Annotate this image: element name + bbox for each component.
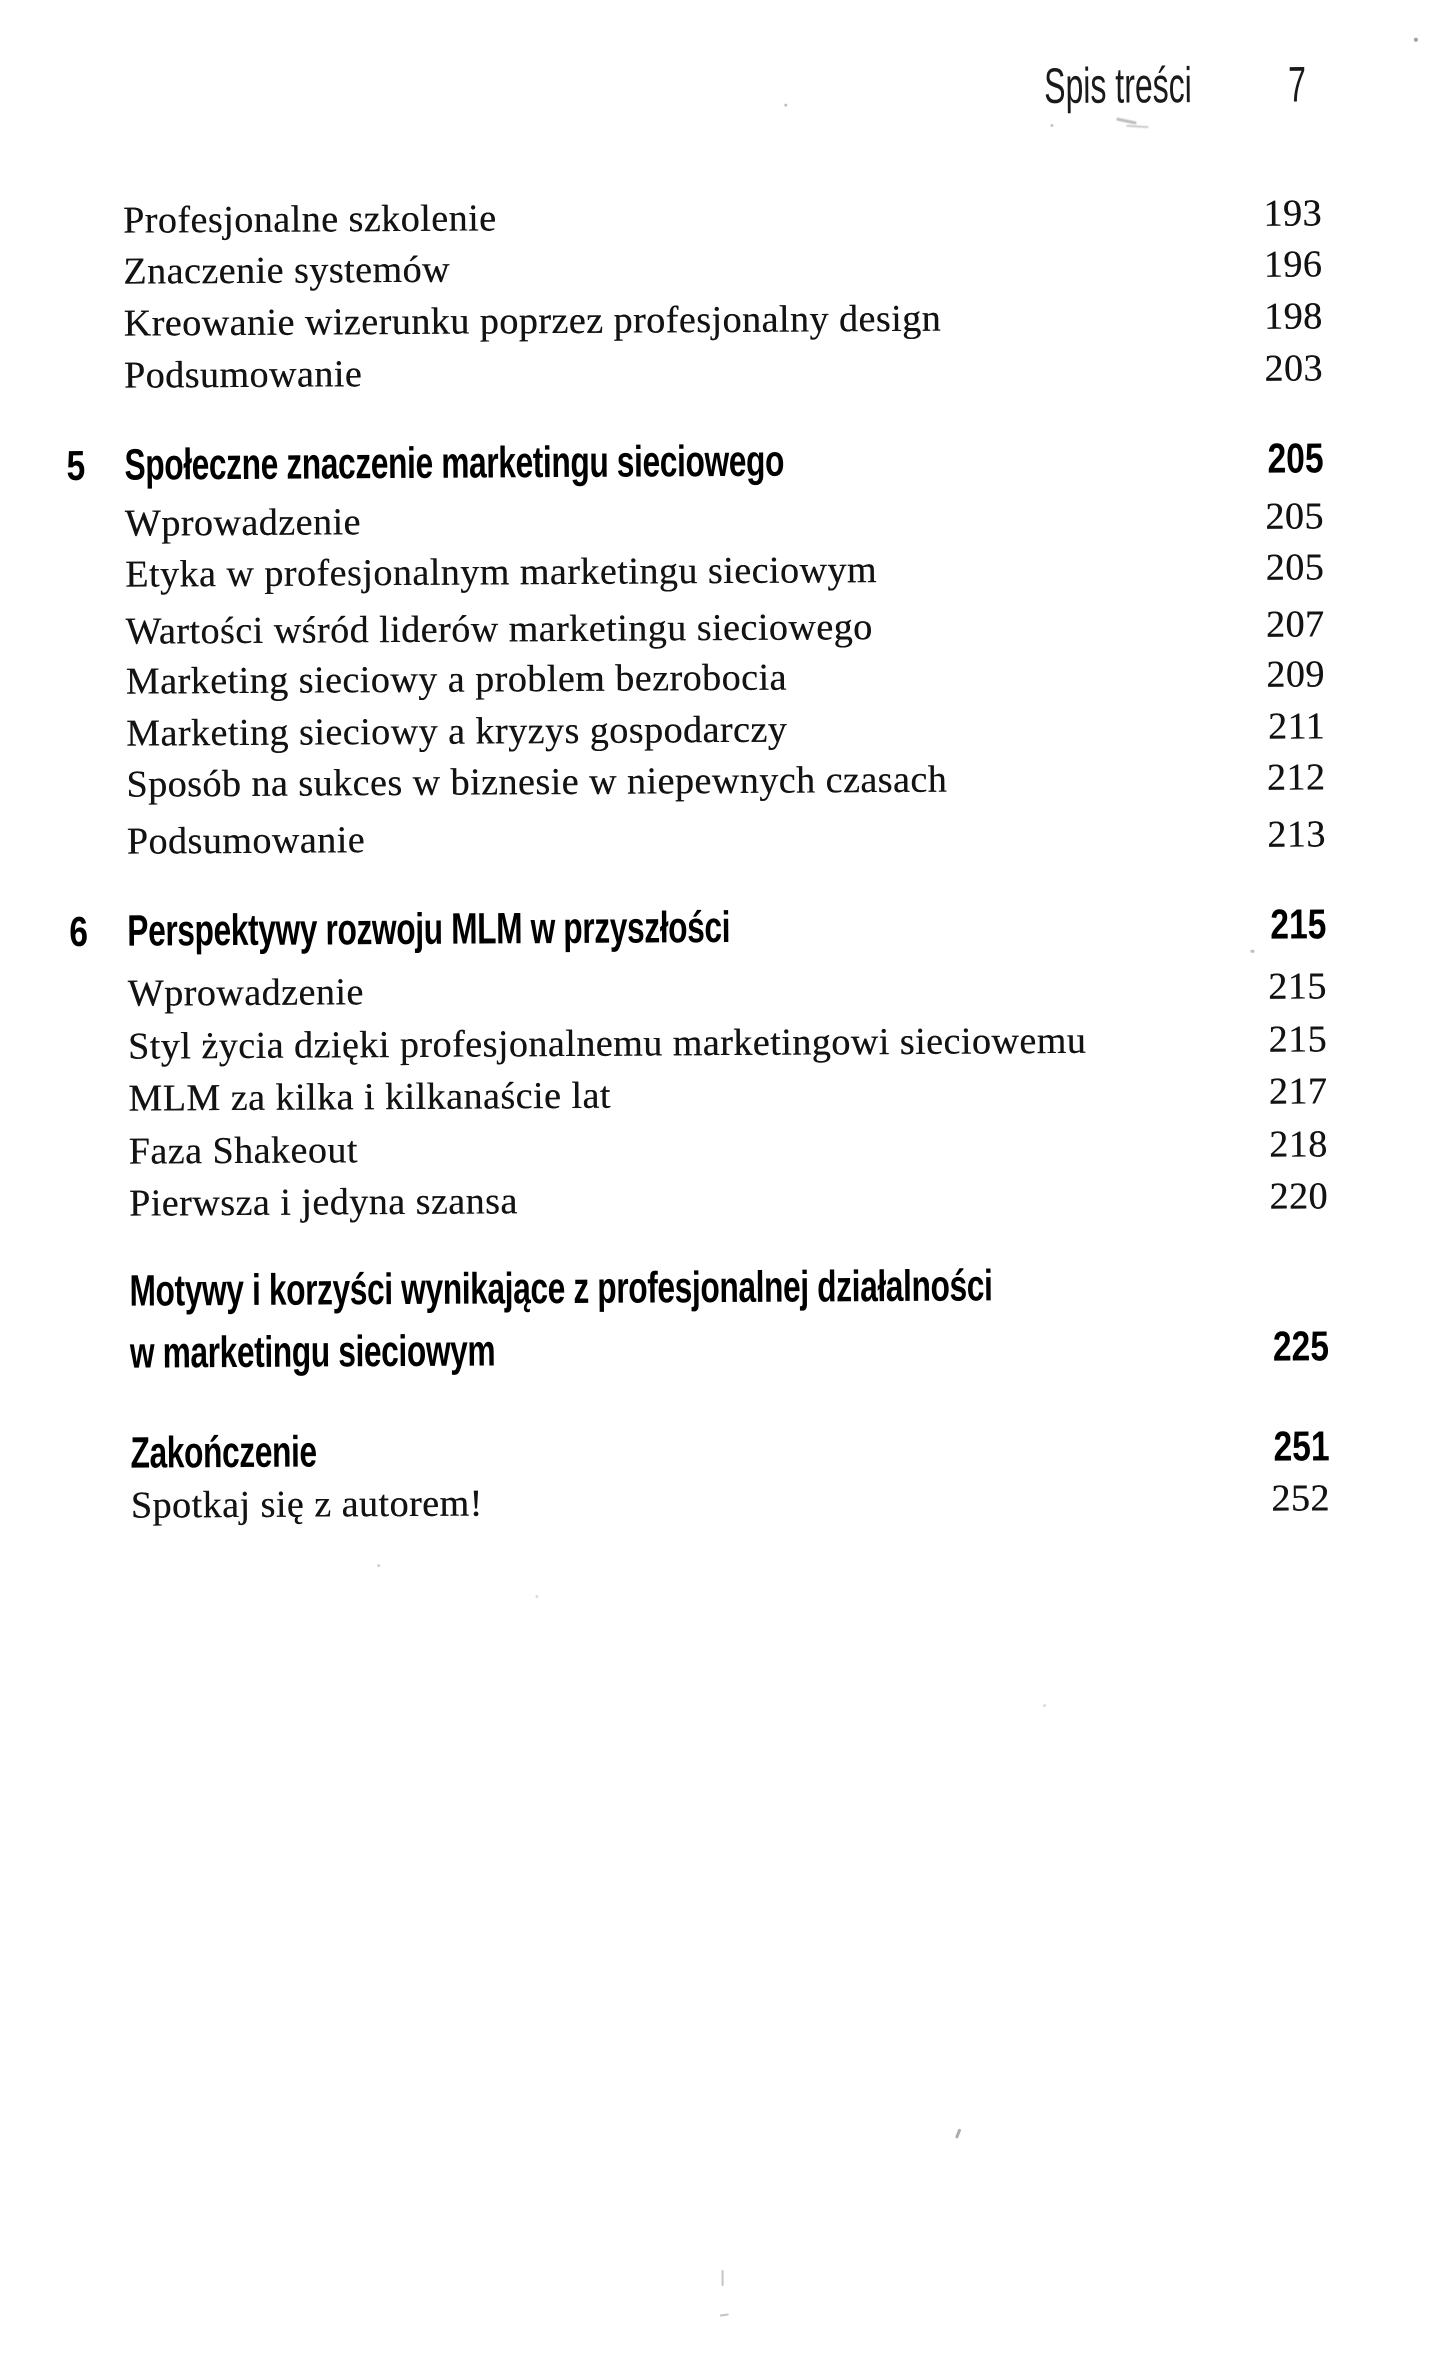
toc-row	[126, 703, 1325, 756]
toc-entry-page: 218	[1269, 1123, 1328, 1166]
scan-speck	[720, 2313, 729, 2316]
chapter-page: 205	[1267, 434, 1324, 482]
toc-entry-page: 213	[1267, 813, 1326, 856]
toc-entry-label: Podsumowanie	[123, 353, 363, 397]
chapter-title: Perspektywy rozwoju MLM w przyszłości	[127, 902, 731, 956]
toc-entry-page: 212	[1266, 756, 1326, 799]
toc-row	[125, 493, 1324, 546]
toc-row	[125, 601, 1324, 654]
toc-entry-page: 209	[1266, 653, 1325, 696]
toc-entry-page: 196	[1263, 243, 1323, 286]
toc-row	[123, 293, 1322, 346]
toc-row	[127, 811, 1326, 864]
scan-speck	[1414, 38, 1418, 42]
section-title-line: Motywy i korzyści wynikające z profesjonalnej działalności	[129, 1261, 993, 1316]
scan-smudge	[1116, 118, 1136, 125]
toc-entry-label: Spotkaj się z autorem!	[130, 1482, 483, 1527]
toc-entry-page: 205	[1265, 495, 1324, 538]
chapter-title: Społeczne znaczenie marketingu sieciowego	[124, 436, 785, 490]
toc-entry-page: 203	[1264, 347, 1324, 390]
toc-entry-label: Wartości wśród liderów marketingu sieciowego	[125, 606, 873, 653]
toc-row	[128, 1068, 1327, 1121]
toc-row	[124, 345, 1323, 398]
toc-row	[128, 963, 1327, 1016]
toc-row	[128, 1016, 1327, 1069]
toc-entry-page: 193	[1263, 192, 1323, 235]
toc-chapter-row	[69, 898, 1327, 957]
toc-section-row	[130, 1420, 1329, 1479]
toc-row	[131, 1475, 1330, 1528]
section-page: 225	[1272, 1322, 1330, 1370]
toc-entry-page: 211	[1267, 705, 1326, 748]
toc-row	[125, 544, 1324, 597]
scan-speck	[1050, 124, 1053, 127]
toc-entry-label: Etyka w profesjonalnym marketingu sieciowym	[125, 549, 878, 596]
toc-entry-page: 215	[1268, 965, 1327, 1008]
chapter-number: 5	[66, 441, 86, 490]
toc-entry-label: Podsumowanie	[126, 819, 366, 863]
toc-entry-label: Kreowanie wizerunku poprzez profesjonalny design	[123, 297, 942, 345]
toc-entry-page: 252	[1271, 1477, 1330, 1520]
toc-section-row	[130, 1320, 1329, 1379]
section-title-line: w marketingu sieciowym	[129, 1326, 496, 1378]
toc-row	[126, 651, 1325, 704]
toc-entry-page: 215	[1268, 1018, 1328, 1061]
chapter-number: 6	[69, 907, 89, 956]
toc-section-row	[129, 1258, 1328, 1317]
toc-entry-label: Znaczenie systemów	[123, 248, 451, 293]
scan-smudge	[1126, 125, 1148, 128]
toc-entry-label: MLM za kilka i kilkanaście lat	[128, 1074, 611, 1120]
section-title: Zakończenie	[130, 1427, 317, 1478]
toc-entry-label: Styl życia dzięki profesjonalnemu marketingowi sieciowemu	[127, 1019, 1087, 1068]
toc-entry-label: Profesjonalne szkolenie	[122, 197, 497, 242]
toc-row	[129, 1173, 1328, 1226]
chapter-page: 215	[1270, 900, 1327, 948]
toc-entry-label: Sposób na sukces w biznesie w niepewnych czasach	[126, 758, 948, 806]
toc-entry-label: Wprowadzenie	[124, 501, 361, 545]
toc-entry-label: Marketing sieciowy a problem bezrobocia	[125, 656, 787, 703]
toc-entry-page: 198	[1263, 295, 1323, 338]
scan-speck	[722, 2270, 724, 2286]
toc-row	[126, 754, 1325, 807]
toc-entry-page: 207	[1265, 603, 1325, 646]
toc-entry-page: 217	[1268, 1070, 1328, 1113]
toc-entry-label: Wprowadzenie	[127, 971, 364, 1015]
scan-speck	[784, 104, 787, 107]
toc-entry-label: Pierwsza i jedyna szansa	[128, 1180, 518, 1225]
page-number: 7	[1288, 56, 1307, 113]
toc-entry-page: 205	[1265, 546, 1325, 589]
toc-row	[123, 241, 1322, 294]
scan-speck	[377, 1564, 380, 1567]
toc-entry-page: 220	[1269, 1175, 1329, 1218]
toc-row	[129, 1121, 1328, 1174]
toc-row	[123, 190, 1322, 243]
toc-entry-label: Faza Shakeout	[128, 1129, 358, 1173]
scan-speck	[1043, 1704, 1046, 1707]
scan-speck	[535, 1595, 538, 1598]
section-page: 251	[1273, 1422, 1330, 1470]
toc-chapter-row	[66, 432, 1324, 491]
toc-entry-label: Marketing sieciowy a kryzys gospodarczy	[125, 708, 788, 755]
scan-speck	[955, 2128, 961, 2138]
page-title: Spis treści	[1044, 57, 1192, 115]
